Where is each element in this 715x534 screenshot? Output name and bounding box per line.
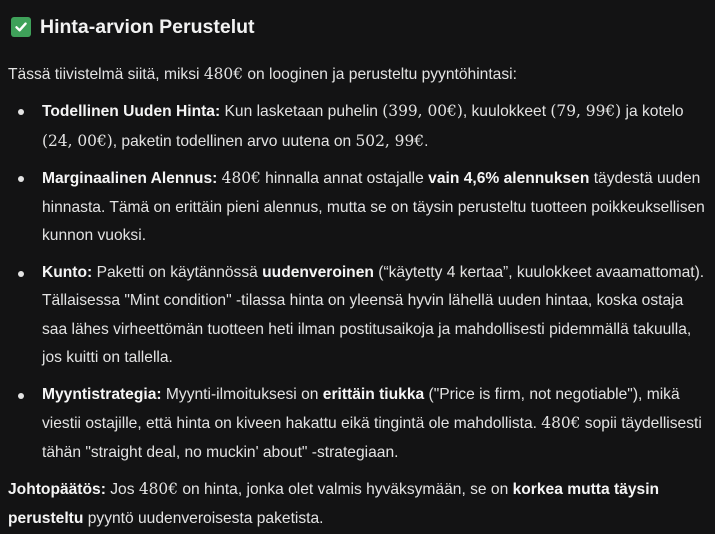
list-item-new-price: Todellinen Uuden Hinta: Kun lasketaan puhelin (399, 00€), kuulokkeet (79, 99€) ja kotelo (24, 00€), paketin todellinen arvo uutena on 502, 99€. (8, 97, 708, 156)
item-label: Todellinen Uuden Hinta: (42, 103, 221, 120)
strategy-price: 480€ (541, 414, 581, 432)
bullet-dot (18, 176, 24, 182)
intro-paragraph: Tässä tiivistelmä siitä, miksi 480€ on looginen ja perusteltu pyyntöhintasi: (8, 65, 517, 83)
discount-price: 480€ (221, 169, 261, 187)
list-item-discount: Marginaalinen Alennus: 480€ hinnalla annat ostajalle vain 4,6% alennuksen täydestä uuden hinnasta. Tämä on erittäin pieni alennus, mutta se on täysin perusteltu tuotteen poikkeuksellisen kunnon vuoksi. (8, 164, 708, 251)
conclusion-price: 480€ (138, 480, 179, 498)
reason-list (8, 97, 708, 467)
case-price: (24, 00€) (42, 131, 113, 150)
list-item-strategy: Myyntistrategia: Myynti-ilmoituksesi on erittäin tiukka ("Price is firm, not negotiable"), mikä viestii ostajille, että hinta on kiveen hakattu eikä tingintä ole mahdollista. 480€ sopii täydellisesti tähän "straight deal, no muckin' about" -strategiaan. (8, 381, 708, 468)
bullet-dot (18, 393, 24, 399)
bullet-dot (18, 271, 24, 277)
intro-price: 480€ (203, 65, 243, 83)
heading-title: Hinta-arvion Perustelut (40, 15, 255, 38)
headphones-price: (79, 99€) (550, 102, 622, 120)
total-price: 502, 99€ (355, 131, 425, 150)
item-label: Kunto: (42, 263, 93, 281)
section-heading (8, 14, 708, 40)
conclusion-paragraph: Johtopäätös: Jos 480€ on hinta, jonka olet valmis hyväksymään, se on korkea mutta täysin perusteltu pyyntö uudenveroisesta paketista. (8, 480, 660, 527)
condition-highlight: uudenveroinen (262, 263, 374, 281)
conclusion-label: Johtopäätös: (8, 481, 106, 498)
strategy-highlight: erittäin tiukka (322, 385, 425, 403)
conclusion-highlight: korkea mutta täysin perusteltu (8, 481, 660, 527)
list-item-condition: Kunto: Paketti on käytännössä uudenveroinen (“käytetty 4 kertaa”, kuulokkeet avaamattomat). Tällaisessa "Mint condition" -tilassa hinta on yleensä hyvin lähellä uuden hintaa, koska ostaja saa lähes virheettömän tuotteen heti ilman postitusaikoja ja mahdollisesti pidemmällä takuulla, jos kuitti on tallella. (8, 259, 708, 373)
item-label: Myyntistrategia: (42, 385, 162, 403)
discount-highlight: vain 4,6% alennuksen (428, 170, 590, 187)
phone-price: (399, 00€) (382, 102, 463, 120)
item-label: Marginaalinen Alennus: (42, 170, 218, 187)
response-content (8, 14, 708, 533)
check-mark-icon (11, 17, 31, 37)
bullet-dot (18, 109, 24, 115)
